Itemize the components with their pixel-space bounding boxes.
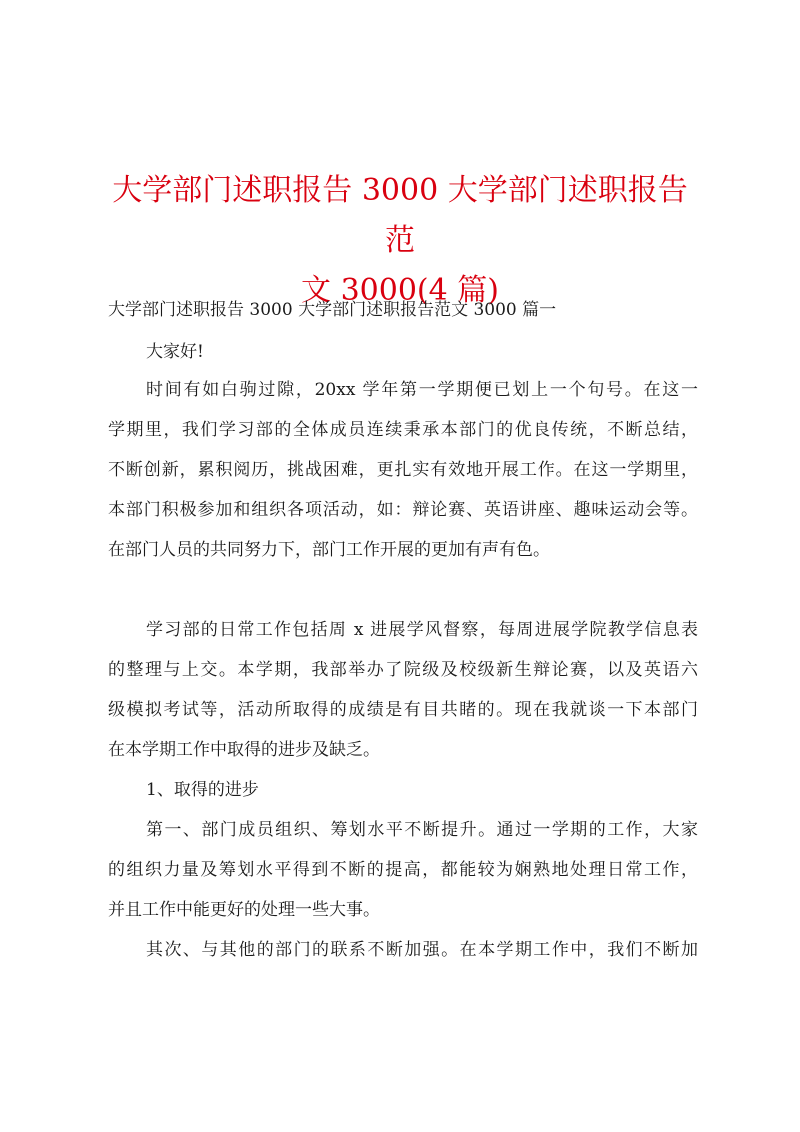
paragraph-1-line-1: 时间有如白驹过隙，20xx 学年第一学期便已划上一个句号。在这一 (146, 380, 698, 400)
document-subtitle: 大学部门述职报告 3000 大学部门述职报告范文 3000 篇一 (108, 300, 557, 320)
paragraph-2-line-1: 学习部的日常工作包括周 x 进展学风督察，每周进展学院教学信息表 (146, 620, 698, 640)
paragraph-1-line-2: 学期里，我们学习部的全体成员连续秉承本部门的优良传统，不断总结， (108, 420, 698, 440)
title-line-1: 大学部门述职报告 3000 大学部门述职报告范 (112, 173, 688, 258)
paragraph-1-line-3: 不断创新，累积阅历，挑战困难，更扎实有效地开展工作。在这一学期里， (108, 460, 698, 480)
paragraph-2-line-3: 级模拟考试等，活动所取得的成绩是有目共睹的。现在我就谈一下本部门 (108, 700, 698, 720)
paragraph-3-line-1: 第一、部门成员组织、筹划水平不断提升。通过一学期的工作，大家 (146, 820, 698, 840)
paragraph-4-line-1: 其次、与其他的部门的联系不断加强。在本学期工作中，我们不断加 (146, 940, 698, 960)
paragraph-1-line-5: 在部门人员的共同努力下，部门工作开展的更加有声有色。 (108, 540, 550, 560)
title-line-2: 文 3000(4 篇) (301, 273, 499, 308)
paragraph-1-line-4: 本部门积极参加和组织各项活动，如：辩论赛、英语讲座、趣味运动会等。 (108, 500, 698, 520)
paragraph-3-line-3: 并且工作中能更好的处理一些大事。 (108, 900, 380, 920)
section-heading-1: 1、取得的进步 (146, 780, 259, 800)
paragraph-2-line-2: 的整理与上交。本学期，我部举办了院级及校级新生辩论赛，以及英语六 (108, 660, 698, 680)
document-title (100, 166, 700, 316)
greeting: 大家好! (146, 342, 204, 362)
paragraph-2-line-4: 在本学期工作中取得的进步及缺乏。 (108, 740, 380, 760)
paragraph-3-line-2: 的组织力量及筹划水平得到不断的提高，都能较为娴熟地处理日常工作， (108, 860, 698, 880)
